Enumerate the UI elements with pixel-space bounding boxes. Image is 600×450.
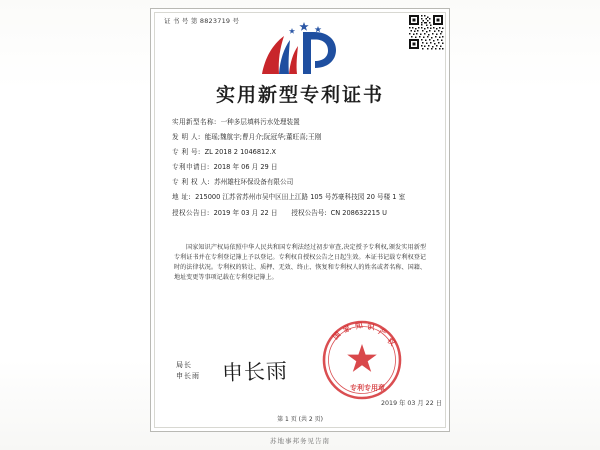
page-title: 实用新型专利证书 <box>215 84 384 106</box>
grant-number-value: CN 208632215 U <box>330 208 387 217</box>
field-row-address <box>172 193 430 203</box>
field-label: 地 址: <box>172 193 192 202</box>
certificate-number <box>164 16 239 25</box>
svg-text:专利专用章: 专利专用章 <box>350 383 385 392</box>
patent-office-emblem-icon <box>232 18 362 78</box>
field-value: 2018 年 06 月 29 日 <box>213 163 278 172</box>
svg-text:识: 识 <box>366 322 376 332</box>
field-value: 一种多层填料污水处理装置 <box>220 118 300 126</box>
field-value: 苏州雄柱环保设备有限公司 <box>214 178 294 187</box>
svg-text:家: 家 <box>341 323 353 335</box>
signature-handwriting: 申长雨 <box>221 358 289 386</box>
grant-date-label: 授权公告日: <box>172 208 210 217</box>
signature-label-line1: 局长 <box>176 361 192 369</box>
certificate-number-value: 8823719 号 <box>199 17 240 25</box>
field-label: 专 利 号: <box>172 148 201 157</box>
field-row-grant <box>172 209 430 219</box>
grant-number-label: 授权公告号: <box>291 208 327 217</box>
legal-paragraph <box>174 243 426 285</box>
field-row-inventors <box>172 133 430 143</box>
field-label: 专利申请日: <box>172 163 210 172</box>
field-value: ZL 2018 2 1046812.X <box>204 148 277 157</box>
signature-label-line2: 申长雨 <box>176 371 200 380</box>
field-row-application-date <box>172 163 430 173</box>
field-value: 215000 江苏省苏州市吴中区田上江路 105 号苏豪科技园 20 号楼 1 室 <box>195 193 406 202</box>
page-number: 第 1 页 (共 2 页) <box>277 416 323 423</box>
legal-paragraph-text: 国家知识产权局依照中华人民共和国专利法经过初步审查,决定授予专利权,颁发实用新型专利证书并在专利登记簿上予以登记。专利权自授权公告之日起生效。本证书记载专利权登记时的法律状况。专利权的转让、质押、无效、终止、恢复和专利权人的姓名或者名称、国籍、地址变更等事项记载在专利登记簿上。 <box>174 244 426 281</box>
svg-text:产: 产 <box>377 326 388 338</box>
issue-date: 2019 年 03 月 22 日 <box>381 400 442 407</box>
grant-date-value: 2019 年 03 月 22 日 <box>213 208 278 217</box>
svg-text:国: 国 <box>330 329 343 342</box>
footer-note: 苏地事邦务见告南 <box>270 437 330 445</box>
field-row-patentee <box>172 178 430 188</box>
field-label: 专 利 权 人: <box>172 178 211 187</box>
svg-text:权: 权 <box>385 335 398 348</box>
qr-code-icon <box>408 14 444 50</box>
field-label: 实用新型名称: <box>172 118 217 126</box>
field-label: 发 明 人: <box>172 133 201 142</box>
svg-text:知: 知 <box>354 320 364 331</box>
field-row-name <box>172 118 430 128</box>
field-value: 能瑶;魏航宇;曹月介;阮冠华;董旺喜;王刚 <box>204 133 322 142</box>
official-seal <box>320 318 404 402</box>
field-row-patent-no <box>172 148 430 158</box>
fields-block <box>172 118 430 224</box>
certificate-number-label: 证 书 号 第 <box>164 17 198 25</box>
signature-label <box>176 360 200 381</box>
